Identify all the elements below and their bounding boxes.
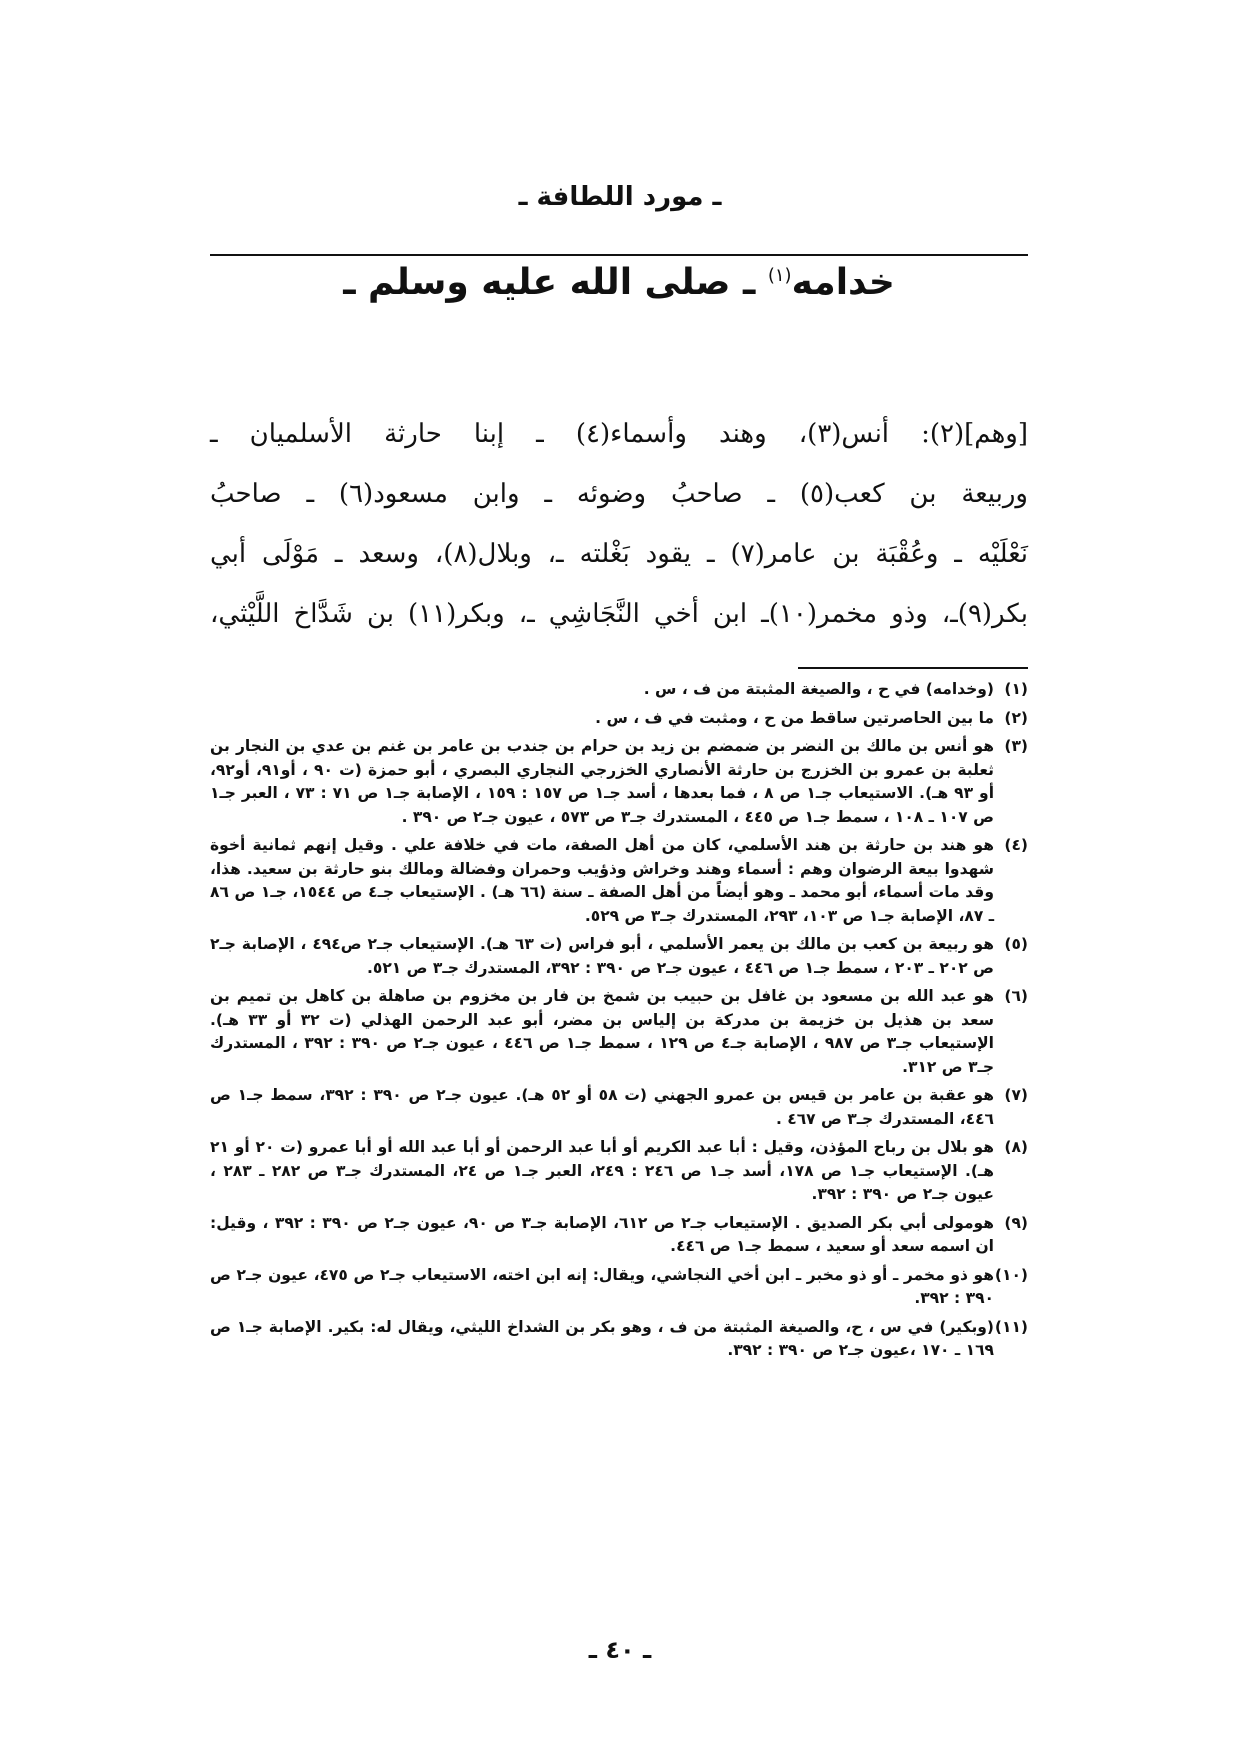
footnote-text: (وبكير) في س ، ح، والصيغة المثبتة من ف ، وهو بكر بن الشداخ الليثي، ويقال له: بكير. الإصابة جـ١ ص ١٦٩ ـ ١٧٠ ،عيون جـ٢ ص ٣٩٠ : ٣٩٢.	[210, 1317, 994, 1359]
footnote-number: (١١)	[994, 1317, 1028, 1336]
footnote	[210, 1264, 1028, 1311]
body-line: نَعْلَيْه ـ وعُقْبَة بن عامر(٧) ـ يقود بَغْلته ـ، وبلال(٨)، وسعد ـ مَوْلَى أبي	[210, 539, 1029, 569]
footnote-text: هو هند بن حارثة بن هند الأسلمي، كان من أهل الصفة، مات في خلافة علي . وقيل إنهم ثمانية أخوة شهدوا بيعة الرضوان وهم : أسماء وهند وخراش وذؤيب وحمران وفضالة ومالك بنو حارثة بن سعيد. هذا، وقد مات أسماء، أبو محمد ـ وهو أيضاً من أهل الصفة ـ سنة (٦٦ هـ) . الإستيعاب جـ٤ ص ١٥٤٤، جـ١ ص ٨٦ ـ ٨٧، الإصابة جـ١ ص ١٠٣، ٢٩٣، المستدرك جـ٣ ص ٥٢٩.	[210, 836, 994, 925]
chapter-title	[210, 262, 1028, 303]
footnote-text: هومولى أبي بكر الصديق . الإستيعاب جـ٢ ص ٦١٢، الإصابة جـ٣ ص ٩٠، عيون جـ٢ ص ٣٩٠ : ٣٩٢ ، وقيل: ان اسمه سعد أو سعيد ، سمط جـ١ ص ٤٤٦.	[210, 1213, 995, 1255]
footnote-number: (٩)	[1004, 1213, 1028, 1232]
chapter-title-suffix: ـ صلى الله عليه وسلم ـ	[343, 262, 768, 303]
footnote-text: هو أنس بن مالك بن النضر بن ضمضم بن زيد بن حرام بن جندب بن عامر بن غنم بن عدي بن النجار بن ثعلبة بن عمرو بن الخزرج بن حارثة الأنصاري الخزرجي النجاري البصري ، أبو حمزة (ت ٩٠ ، أو٩١، أو٩٢، أو ٩٣ هـ). الاستيعاب جـ١ ص ٨ ، فما بعدها ، أسد جـ١ ص ١٥٧ : ١٥٩ ، الإصابة جـ١ ص ٧١ : ٧٣ ، العبر جـ١ ص ١٠٧ ـ ١٠٨ ، سمط جـ١ ص ٤٤٥ ، المستدرك جـ٣ ص ٥٧٣ ، عيون جـ٢ ص ٣٩٠ .	[210, 737, 995, 826]
footnotes-section	[210, 678, 1028, 1368]
footnote-text: (وخدامه) في ح ، والصيغة المثبتة من ف ، س .	[643, 680, 994, 698]
body-paragraph	[210, 404, 1028, 644]
footnote-text: هو ربيعة بن كعب بن مالك بن يعمر الأسلمي ، أبو فراس (ت ٦٣ هـ). الإستيعاب جـ٢ ص٤٩٤ ، الإصابة جـ٢ ص ٢٠٢ ـ ٢٠٣ ، سمط جـ١ ص ٤٤٦ ، عيون جـ٢ ص ٣٩٠ : ٣٩٢، المستدرك جـ٣ ص ٥٢١.	[210, 935, 995, 977]
footnote-number: (٤)	[1004, 836, 1028, 854]
footnote-text: هو بلال بن رباح المؤذن، وقيل : أبا عبد الكريم أو أبا عبد الرحمن أو أبا عبد الله أو أبا عمرو (ت ٢٠ أو ٢١ هـ). الإستيعاب جـ١ ص ١٧٨، أسد جـ١ ص ٢٤٦ : ٢٤٩، العبر جـ١ ص ٢٤، المستدرك جـ٣ ص ٢٨٢ ـ ٢٨٣ ، عيون جـ٢ ص ٣٩٠ : ٣٩٢.	[210, 1138, 994, 1203]
body-line: بكر(٩)ـ، وذو مخمر(١٠)ـ ابن أخي النَّجَاشِي ـ، وبكر(١١) بن شَدَّاخ اللَّيْثي،	[210, 599, 1028, 629]
footnote	[210, 707, 1028, 731]
footnote	[210, 735, 1028, 829]
footnote-number: (٢)	[1004, 708, 1028, 727]
footnote	[210, 678, 1028, 702]
footnote	[210, 1212, 1028, 1259]
footnote-number: (٥)	[1004, 935, 1028, 953]
footnote-text: هو عقبة بن عامر بن قيس بن عمرو الجهني (ت ٥٨ أو ٥٢ هـ). عيون جـ٢ ص ٣٩٠ : ٣٩٢، سمط جـ١ ص ٤٤٦، المستدرك جـ٣ ص ٤٦٧ .	[210, 1086, 994, 1128]
footnote-number: (٧)	[1004, 1086, 1028, 1104]
body-line: [وهم](٢): أنس(٣)، وهند وأسماء(٤) ـ إبنا حارثة الأسلميان ـ	[210, 419, 1028, 449]
running-header: ـ مورد اللطافة ـ	[518, 182, 722, 212]
footnote-number: (١٠)	[994, 1265, 1028, 1284]
footnote-separator	[798, 667, 1028, 669]
footnote	[210, 1316, 1028, 1363]
footnote-text: هو عبد الله بن مسعود بن غافل بن حبيب بن شمخ بن فار بن مخزوم بن صاهلة بن كاهل بن تميم بن سعد بن هذيل بن خزيمة بن مدركة بن إلياس بن مضر، أبو عبد الرحمن الهذلي (ت ٣٢ أو ٣٣ هـ). الإستيعاب جـ٣ ص ٩٨٧ ، الإصابة جـ٤ ص ١٢٩ ، سمط جـ١ ص ٤٤٦ ، عيون جـ٢ ص ٣٩٠ : ٣٩٢ ، المستدرك جـ٣ ص ٣١٢.	[210, 987, 994, 1076]
footnote-text: هو ذو مخمر ـ أو ذو مخبر ـ ابن أخي النجاشي، ويقال: إنه ابن اخته، الاستيعاب جـ٢ ص ٤٧٥، عيون جـ٢ ص ٣٩٠ : ٣٩٢.	[210, 1265, 995, 1307]
footnote-number: (٦)	[1004, 987, 1028, 1005]
footnote-number: (٣)	[1004, 737, 1028, 755]
footnote-number: (٨)	[1004, 1138, 1028, 1156]
footnote-ref[interactable]: (١)	[767, 265, 792, 286]
footnote-text: ما بين الحاصرتين ساقط من ح ، ومثبت في ف ، س .	[595, 708, 994, 727]
footnote	[210, 933, 1028, 980]
footnote-number: (١)	[1004, 680, 1028, 698]
page-number: ـ ٤٠ ـ	[588, 1636, 652, 1664]
footnote	[210, 834, 1028, 928]
footnote	[210, 1084, 1028, 1131]
chapter-title-text: خدامه	[791, 262, 895, 303]
header-rule	[210, 254, 1028, 256]
footnote	[210, 1136, 1028, 1207]
body-line: وربيعة بن كعب(٥) ـ صاحبُ وضوئه ـ وابن مسعود(٦) ـ صاحبُ	[210, 479, 1028, 509]
footnote	[210, 985, 1028, 1079]
